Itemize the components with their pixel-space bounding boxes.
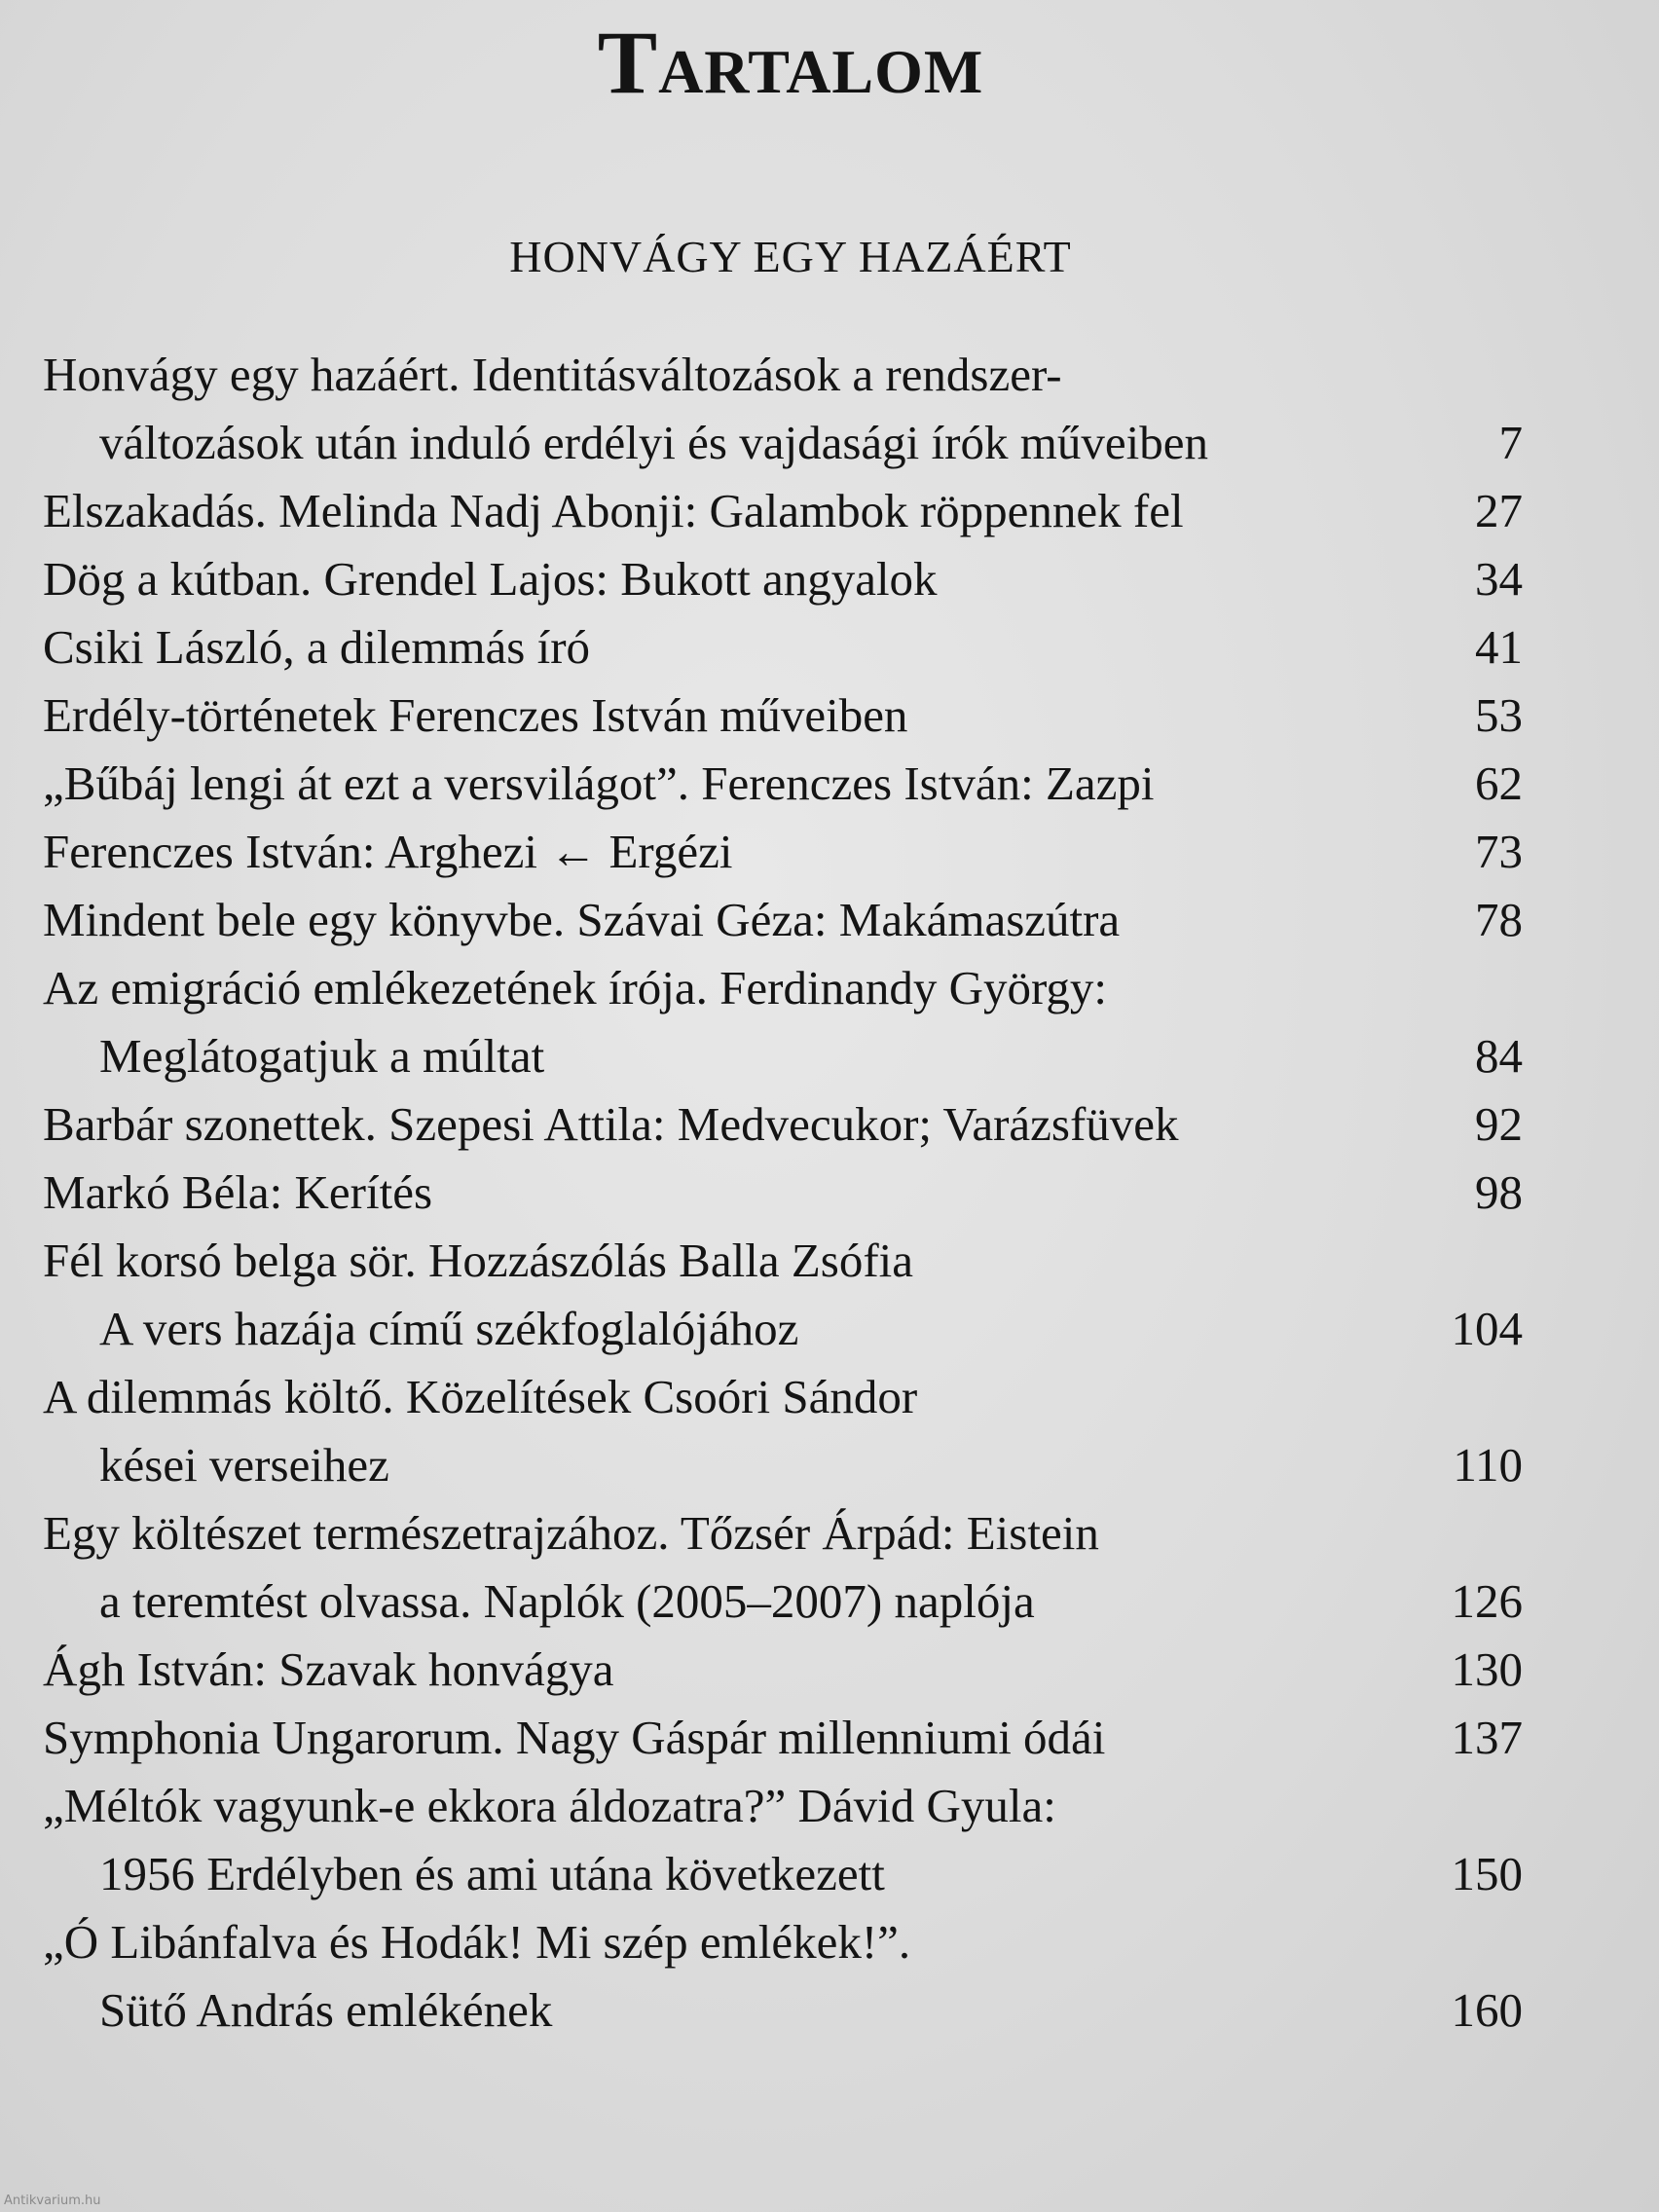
toc-entry-text: A dilemmás költő. Közelítések Csoóri Sándor	[43, 1370, 918, 1423]
toc-entry-text: Egy költészet természetrajzához. Tőzsér Árpád: Eistein	[43, 1506, 1099, 1560]
toc-entry-text: Meglátogatjuk a múltat	[99, 1029, 545, 1083]
toc-entry-text: a teremtést olvassa. Naplók (2005–2007) naplója	[99, 1574, 1035, 1628]
toc-line	[43, 545, 1523, 613]
toc-page-number: 98	[1475, 1165, 1523, 1219]
section-heading: HONVÁGY EGY HAZÁÉRT	[509, 232, 1072, 281]
toc-page-number: 92	[1475, 1097, 1523, 1151]
toc-page-number: 137	[1451, 1711, 1523, 1764]
toc-line	[43, 1022, 1523, 1090]
toc-line	[43, 1840, 1523, 1908]
toc-line	[43, 341, 1523, 409]
toc-page-number: 62	[1475, 756, 1523, 810]
toc-line	[43, 1431, 1523, 1499]
toc-entry-text: Sütő András emlékének	[99, 1983, 553, 2037]
toc-line	[43, 1363, 1523, 1431]
toc-line	[43, 750, 1523, 818]
toc-line	[43, 1567, 1523, 1636]
toc-page-number: 41	[1475, 620, 1523, 674]
toc-page-number: 126	[1451, 1574, 1523, 1628]
toc-entry-text: Honvágy egy hazáért. Identitásváltozások a rendszer-	[43, 348, 1062, 401]
toc-line	[43, 954, 1523, 1022]
toc-entry-text: Fél korsó belga sör. Hozzászólás Balla Zsófia	[43, 1234, 914, 1287]
toc-page-number: 73	[1475, 825, 1523, 878]
toc-line	[43, 409, 1523, 477]
toc-entry-text: „Bűbáj lengi át ezt a versvilágot”. Ferenczes István: Zazpi	[43, 756, 1155, 810]
table-of-contents	[43, 341, 1523, 2045]
toc-entry-text: Ferenczes István: Arghezi ← Ergézi	[43, 825, 733, 878]
toc-line	[43, 1908, 1523, 1976]
toc-entry-text: kései verseihez	[99, 1438, 389, 1492]
toc-entry-text: Ágh István: Szavak honvágya	[43, 1642, 614, 1696]
toc-line	[43, 613, 1523, 682]
toc-entry-text: Barbár szonettek. Szepesi Attila: Medvecukor; Varázsfüvek	[43, 1097, 1179, 1151]
toc-entry-text: A vers hazája című székfoglalójához	[99, 1302, 799, 1355]
toc-line	[43, 1704, 1523, 1772]
toc-entry-text: Dög a kútban. Grendel Lajos: Bukott angyalok	[43, 552, 938, 606]
toc-line	[43, 1976, 1523, 2045]
toc-page-number: 110	[1453, 1438, 1523, 1492]
watermark: Antikvarium.hu	[4, 2194, 101, 2208]
toc-page-number: 7	[1498, 416, 1523, 469]
toc-line	[43, 1227, 1523, 1295]
toc-page-number: 150	[1451, 1847, 1523, 1900]
toc-line	[43, 682, 1523, 750]
page-title: Tartalom	[597, 13, 984, 112]
toc-entry-text: Markó Béla: Kerítés	[43, 1165, 433, 1219]
toc-line	[43, 1159, 1523, 1227]
toc-entry-text: 1956 Erdélyben és ami utána következett	[99, 1847, 885, 1900]
toc-line	[43, 818, 1523, 886]
toc-page-number: 27	[1475, 484, 1523, 537]
toc-page-number: 130	[1451, 1642, 1523, 1696]
toc-page-number: 160	[1451, 1983, 1523, 2037]
toc-line	[43, 1090, 1523, 1159]
toc-page-number: 53	[1475, 688, 1523, 742]
toc-entry-text: „Ó Libánfalva és Hodák! Mi szép emlékek!”.	[43, 1915, 911, 1969]
toc-line	[43, 1295, 1523, 1363]
toc-line	[43, 1636, 1523, 1704]
toc-line	[43, 1499, 1523, 1567]
toc-page-number: 34	[1475, 552, 1523, 606]
toc-entry-text: „Méltók vagyunk-e ekkora áldozatra?” Dávid Gyula:	[43, 1779, 1056, 1832]
toc-entry-text: Erdély-történetek Ferenczes István műveiben	[43, 688, 908, 742]
toc-entry-text: változások után induló erdélyi és vajdasági írók műveiben	[99, 416, 1208, 469]
toc-entry-text: Az emigráció emlékezetének írója. Ferdinandy György:	[43, 961, 1108, 1014]
toc-page-number: 78	[1475, 893, 1523, 946]
toc-entry-text: Elszakadás. Melinda Nadj Abonji: Galambok röppennek fel	[43, 484, 1184, 537]
toc-entry-text: Symphonia Ungarorum. Nagy Gáspár millenniumi ódái	[43, 1711, 1106, 1764]
toc-line	[43, 1772, 1523, 1840]
toc-page-number: 84	[1475, 1029, 1523, 1083]
toc-entry-text: Csiki László, a dilemmás író	[43, 620, 591, 674]
toc-page-number: 104	[1451, 1302, 1523, 1355]
toc-line	[43, 886, 1523, 954]
toc-line	[43, 477, 1523, 545]
toc-entry-text: Mindent bele egy könyvbe. Szávai Géza: Makámaszútra	[43, 893, 1121, 946]
